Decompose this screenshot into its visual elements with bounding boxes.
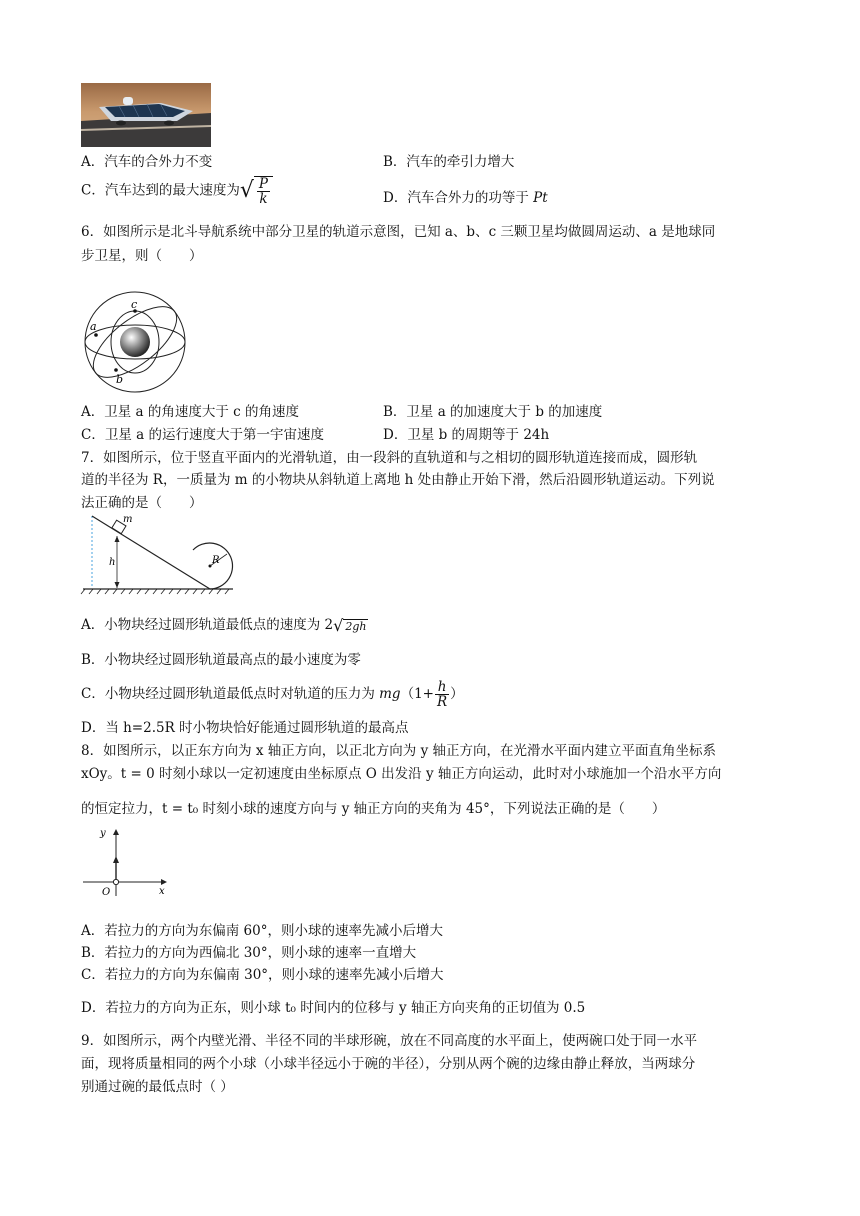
q7-option-c-numerator: h xyxy=(435,680,449,695)
q5-option-d xyxy=(383,186,548,206)
q9-stem-line2: 面，现将质量相同的两个小球（小球半径远小于碗的半径），分别从两个碗的边缘由静止释放，当两球分 xyxy=(81,1056,696,1072)
q9-stem-line3: 别通过碗的最低点时（ ） xyxy=(81,1079,234,1095)
q8-stem-line2: xOy。t = 0 时刻小球以一定初速度由坐标原点 O 出发沿 y 轴正方向运动，此时对小球施加一个沿水平方向 xyxy=(81,766,722,782)
q7-option-a-text: A．小物块经过圆形轨道最低点的速度为 2 xyxy=(81,617,334,633)
q6-option-c: C．卫星 a 的运行速度大于第一宇宙速度 xyxy=(81,427,324,443)
radius-label: R xyxy=(212,555,220,566)
q5-option-c-numerator: P xyxy=(258,176,268,192)
q8-option-a: A．若拉力的方向为东偏南 60°，则小球的速率先减小后增大 xyxy=(81,923,443,939)
q5-option-c-sqrt: √ $\frac{P}{k}$ xyxy=(240,176,273,206)
q7-stem-line1: 7．如图所示，位于竖直平面内的光滑轨道，由一段斜的直轨道和与之相切的圆形轨道连接而成，圆形轨 xyxy=(81,450,698,466)
mass-label: m xyxy=(123,514,133,525)
height-label: h xyxy=(109,557,116,568)
q6-option-b: B．卫星 a 的加速度大于 b 的加速度 xyxy=(383,404,603,420)
q5-option-c xyxy=(81,176,273,206)
q7-option-a-radicand: 2gh xyxy=(345,619,367,633)
q7-option-c-denominator: R xyxy=(436,694,448,711)
q7-option-a-sqrt: √ 2gh xyxy=(333,615,367,635)
orbit-label-a: a xyxy=(90,320,97,333)
q6-option-d: D．卫星 b 的周期等于 24h xyxy=(383,427,550,443)
q8-option-d: D．若拉力的方向为正东，则小球 t₀ 时间内的位移与 y 轴正方向夹角的正切值为 0.5 xyxy=(81,1000,586,1016)
q5-option-d-text: D．汽车合外力的功等于 xyxy=(383,190,534,206)
incline-loop-track-diagram xyxy=(83,512,243,598)
q8-stem-line3: 的恒定拉力，t = t₀ 时刻小球的速度方向与 y 轴正方向的夹角为 45°，下列说法正确的是（ ） xyxy=(81,801,666,817)
q7-option-b: B．小物块经过圆形轨道最高点的最小速度为零 xyxy=(81,652,361,668)
q8-option-c: C．若拉力的方向为东偏南 30°，则小球的速率先减小后增大 xyxy=(81,967,444,983)
axis-label-y: y xyxy=(100,828,106,839)
coordinate-axes-diagram xyxy=(83,826,173,898)
q5-option-b: B．汽车的牵引力增大 xyxy=(383,154,515,170)
q7-option-c-open: （1+ xyxy=(400,686,434,703)
q7-stem-line2: 道的半径为 R，一质量为 m 的小物块从斜轨道上离地 h 处由静止开始下滑，然后沿圆形轨道运动。下列说 xyxy=(81,472,715,488)
q5-option-a: A．汽车的合外力不变 xyxy=(81,154,213,170)
q6-stem-line1: 6．如图所示是北斗导航系统中部分卫星的轨道示意图，已知 a、b、c 三颗卫星均做圆周运动、a 是地球同 xyxy=(81,224,716,240)
satellite-orbit-diagram xyxy=(83,290,187,394)
q6-option-a: A．卫星 a 的角速度大于 c 的角速度 xyxy=(81,404,300,420)
orbit-label-c: c xyxy=(131,298,138,311)
q7-option-c xyxy=(81,680,464,709)
q8-option-b: B．若拉力的方向为西偏北 30°，则小球的速率一直增大 xyxy=(81,945,417,961)
q5-option-c-denominator: k xyxy=(259,191,268,208)
q7-option-c-fraction xyxy=(435,680,449,709)
q7-stem-line3: 法正确的是（ ） xyxy=(81,495,203,511)
q7-option-d: D．当 h=2.5R 时小物块恰好能通过圆形轨道的最高点 xyxy=(81,720,409,736)
q7-option-c-close: ） xyxy=(450,686,464,703)
q5-option-d-var: Pt xyxy=(533,190,548,206)
q7-option-a xyxy=(81,613,368,634)
axis-label-x: x xyxy=(159,886,165,897)
solar-car-photo xyxy=(81,83,211,147)
orbit-label-b: b xyxy=(116,373,124,386)
origin-label: O xyxy=(102,887,111,898)
q8-stem-line1: 8．如图所示，以正东方向为 x 轴正方向，以正北方向为 y 轴正方向，在光滑水平面内建立平面直角坐标系 xyxy=(81,743,716,759)
q7-option-c-text: C．小物块经过圆形轨道最低点时对轨道的压力为 xyxy=(81,686,380,703)
q6-stem-line2: 步卫星，则（ ） xyxy=(81,248,203,264)
q9-stem-line1: 9．如图所示，两个内壁光滑、半径不同的半球形碗，放在不同高度的水平面上，使两碗口处于同一水平 xyxy=(81,1033,698,1049)
q7-option-c-mg: mg xyxy=(379,686,401,703)
q5-option-c-text: C．汽车达到的最大速度为 xyxy=(81,182,240,199)
